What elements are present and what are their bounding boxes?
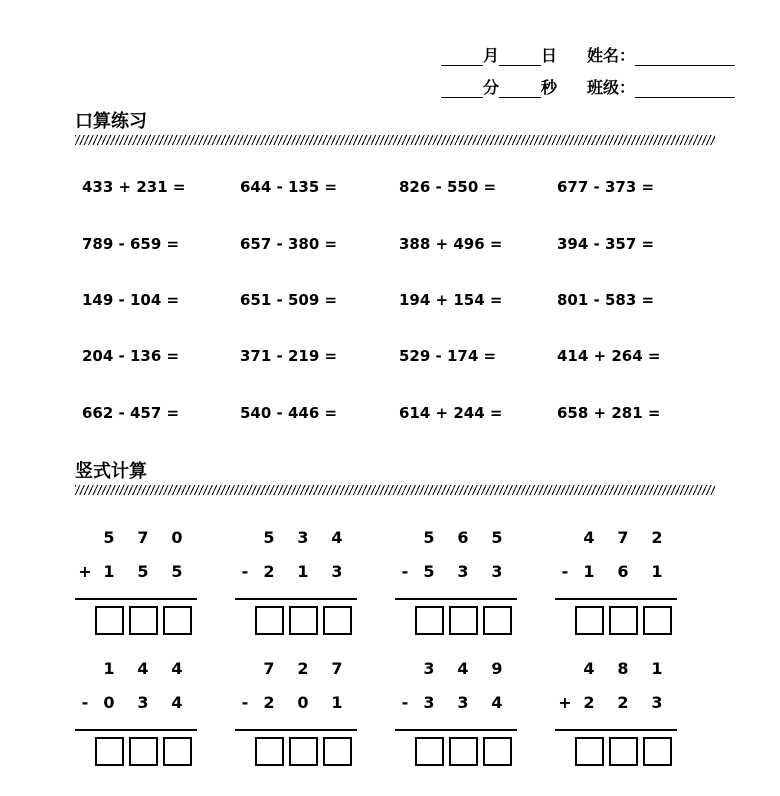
- top-number: [75, 659, 199, 681]
- digit: 3: [457, 562, 469, 581]
- name-blank[interactable]: [635, 51, 735, 66]
- oral-problem: 433 + 231 =: [82, 178, 186, 196]
- answer-box[interactable]: [163, 737, 192, 766]
- digit: 2: [263, 693, 275, 712]
- answer-box[interactable]: [609, 737, 638, 766]
- answer-box[interactable]: [449, 606, 478, 635]
- second-label: 秒: [541, 78, 558, 97]
- digit: 1: [651, 659, 663, 678]
- top-number: [75, 528, 199, 550]
- oral-problem: 414 + 264 =: [557, 347, 661, 365]
- digit: 1: [103, 562, 115, 581]
- oral-problem: 149 - 104 =: [82, 291, 180, 309]
- sum-line: [555, 729, 677, 731]
- sum-line: [75, 598, 197, 600]
- digit: 0: [171, 528, 183, 547]
- oral-problem: 529 - 174 =: [399, 347, 497, 365]
- digit: 6: [457, 528, 469, 547]
- digit: 2: [297, 659, 309, 678]
- class-blank[interactable]: [635, 83, 735, 98]
- digit: 3: [137, 693, 149, 712]
- digit: 4: [457, 659, 469, 678]
- answer-box[interactable]: [449, 737, 478, 766]
- oral-problem: 677 - 373 =: [557, 178, 655, 196]
- answer-box[interactable]: [129, 606, 158, 635]
- bottom-number: [75, 693, 199, 715]
- second-blank[interactable]: [499, 83, 541, 98]
- answer-box[interactable]: [609, 606, 638, 635]
- day-label: 日: [541, 46, 558, 65]
- oral-problem: 826 - 550 =: [399, 178, 497, 196]
- bottom-number: [235, 562, 359, 584]
- oral-problem: 644 - 135 =: [240, 178, 338, 196]
- time-line: [441, 75, 557, 98]
- answer-box[interactable]: [95, 606, 124, 635]
- operator-sign: -: [81, 693, 89, 712]
- oral-problem: 388 + 496 =: [399, 235, 503, 253]
- class-label: 班级：: [587, 78, 636, 97]
- bottom-number: [395, 693, 519, 715]
- section-divider: [75, 135, 715, 145]
- digit: 5: [263, 528, 275, 547]
- class-line: [587, 75, 735, 98]
- oral-section-title: 口算练习: [75, 111, 147, 132]
- answer-box[interactable]: [255, 606, 284, 635]
- oral-problem: 801 - 583 =: [557, 291, 655, 309]
- oral-problem: 540 - 446 =: [240, 404, 338, 422]
- top-number: [395, 528, 519, 550]
- digit: 5: [103, 528, 115, 547]
- oral-problem: 662 - 457 =: [82, 404, 180, 422]
- digit: 2: [617, 693, 629, 712]
- answer-box[interactable]: [163, 606, 192, 635]
- answer-box[interactable]: [483, 737, 512, 766]
- digit: 5: [491, 528, 503, 547]
- answer-box[interactable]: [643, 606, 672, 635]
- digit: 8: [617, 659, 629, 678]
- sum-line: [235, 598, 357, 600]
- digit: 2: [583, 693, 595, 712]
- digit: 7: [331, 659, 343, 678]
- answer-box[interactable]: [483, 606, 512, 635]
- bottom-number: [555, 562, 679, 584]
- digit: 4: [171, 693, 183, 712]
- operator-sign: -: [401, 693, 409, 712]
- month-blank[interactable]: [441, 51, 483, 66]
- answer-box[interactable]: [575, 737, 604, 766]
- minute-label: 分: [483, 78, 500, 97]
- sum-line: [395, 729, 517, 731]
- digit: 9: [491, 659, 503, 678]
- vertical-section-title: 竖式计算: [75, 461, 147, 482]
- digit: 5: [171, 562, 183, 581]
- bottom-number: [75, 562, 199, 584]
- digit: 4: [331, 528, 343, 547]
- top-number: [555, 528, 679, 550]
- digit: 1: [297, 562, 309, 581]
- answer-box[interactable]: [643, 737, 672, 766]
- name-line: [587, 43, 735, 66]
- digit: 4: [137, 659, 149, 678]
- operator-sign: -: [561, 562, 569, 581]
- oral-problem: 204 - 136 =: [82, 347, 180, 365]
- section-divider: [75, 485, 715, 495]
- digit: 7: [263, 659, 275, 678]
- oral-problem: 658 + 281 =: [557, 404, 661, 422]
- operator-sign: +: [558, 693, 572, 712]
- day-blank[interactable]: [499, 51, 541, 66]
- sum-line: [395, 598, 517, 600]
- name-label: 姓名：: [587, 46, 636, 65]
- digit: 6: [617, 562, 629, 581]
- answer-box[interactable]: [323, 737, 352, 766]
- digit: 5: [423, 528, 435, 547]
- operator-sign: -: [401, 562, 409, 581]
- digit: 1: [583, 562, 595, 581]
- operator-sign: +: [78, 562, 92, 581]
- sum-line: [555, 598, 677, 600]
- oral-problem: 614 + 244 =: [399, 404, 503, 422]
- digit: 7: [137, 528, 149, 547]
- minute-blank[interactable]: [441, 83, 483, 98]
- digit: 3: [331, 562, 343, 581]
- digit: 3: [491, 562, 503, 581]
- oral-problem: 394 - 357 =: [557, 235, 655, 253]
- digit: 2: [263, 562, 275, 581]
- digit: 5: [137, 562, 149, 581]
- top-number: [395, 659, 519, 681]
- digit: 4: [491, 693, 503, 712]
- answer-box[interactable]: [95, 737, 124, 766]
- answer-box[interactable]: [129, 737, 158, 766]
- sum-line: [75, 729, 197, 731]
- answer-box[interactable]: [255, 737, 284, 766]
- oral-problem: 371 - 219 =: [240, 347, 338, 365]
- digit: 3: [297, 528, 309, 547]
- oral-problem: 657 - 380 =: [240, 235, 338, 253]
- answer-box[interactable]: [415, 606, 444, 635]
- date-line: [441, 43, 557, 66]
- digit: 3: [423, 659, 435, 678]
- digit: 4: [583, 659, 595, 678]
- digit: 7: [617, 528, 629, 547]
- operator-sign: -: [241, 562, 249, 581]
- sum-line: [235, 729, 357, 731]
- oral-problem: 789 - 659 =: [82, 235, 180, 253]
- top-number: [235, 528, 359, 550]
- answer-box[interactable]: [289, 606, 318, 635]
- answer-box[interactable]: [323, 606, 352, 635]
- top-number: [555, 659, 679, 681]
- answer-box[interactable]: [575, 606, 604, 635]
- bottom-number: [235, 693, 359, 715]
- month-label: 月: [483, 46, 500, 65]
- oral-problem: 651 - 509 =: [240, 291, 338, 309]
- digit: 1: [651, 562, 663, 581]
- answer-box[interactable]: [415, 737, 444, 766]
- oral-problem: 194 + 154 =: [399, 291, 503, 309]
- digit: 5: [423, 562, 435, 581]
- digit: 0: [103, 693, 115, 712]
- digit: 4: [583, 528, 595, 547]
- digit: 3: [423, 693, 435, 712]
- top-number: [235, 659, 359, 681]
- digit: 3: [457, 693, 469, 712]
- digit: 1: [103, 659, 115, 678]
- digit: 0: [297, 693, 309, 712]
- operator-sign: -: [241, 693, 249, 712]
- digit: 3: [651, 693, 663, 712]
- answer-box[interactable]: [289, 737, 318, 766]
- digit: 1: [331, 693, 343, 712]
- digit: 2: [651, 528, 663, 547]
- digit: 4: [171, 659, 183, 678]
- bottom-number: [555, 693, 679, 715]
- bottom-number: [395, 562, 519, 584]
